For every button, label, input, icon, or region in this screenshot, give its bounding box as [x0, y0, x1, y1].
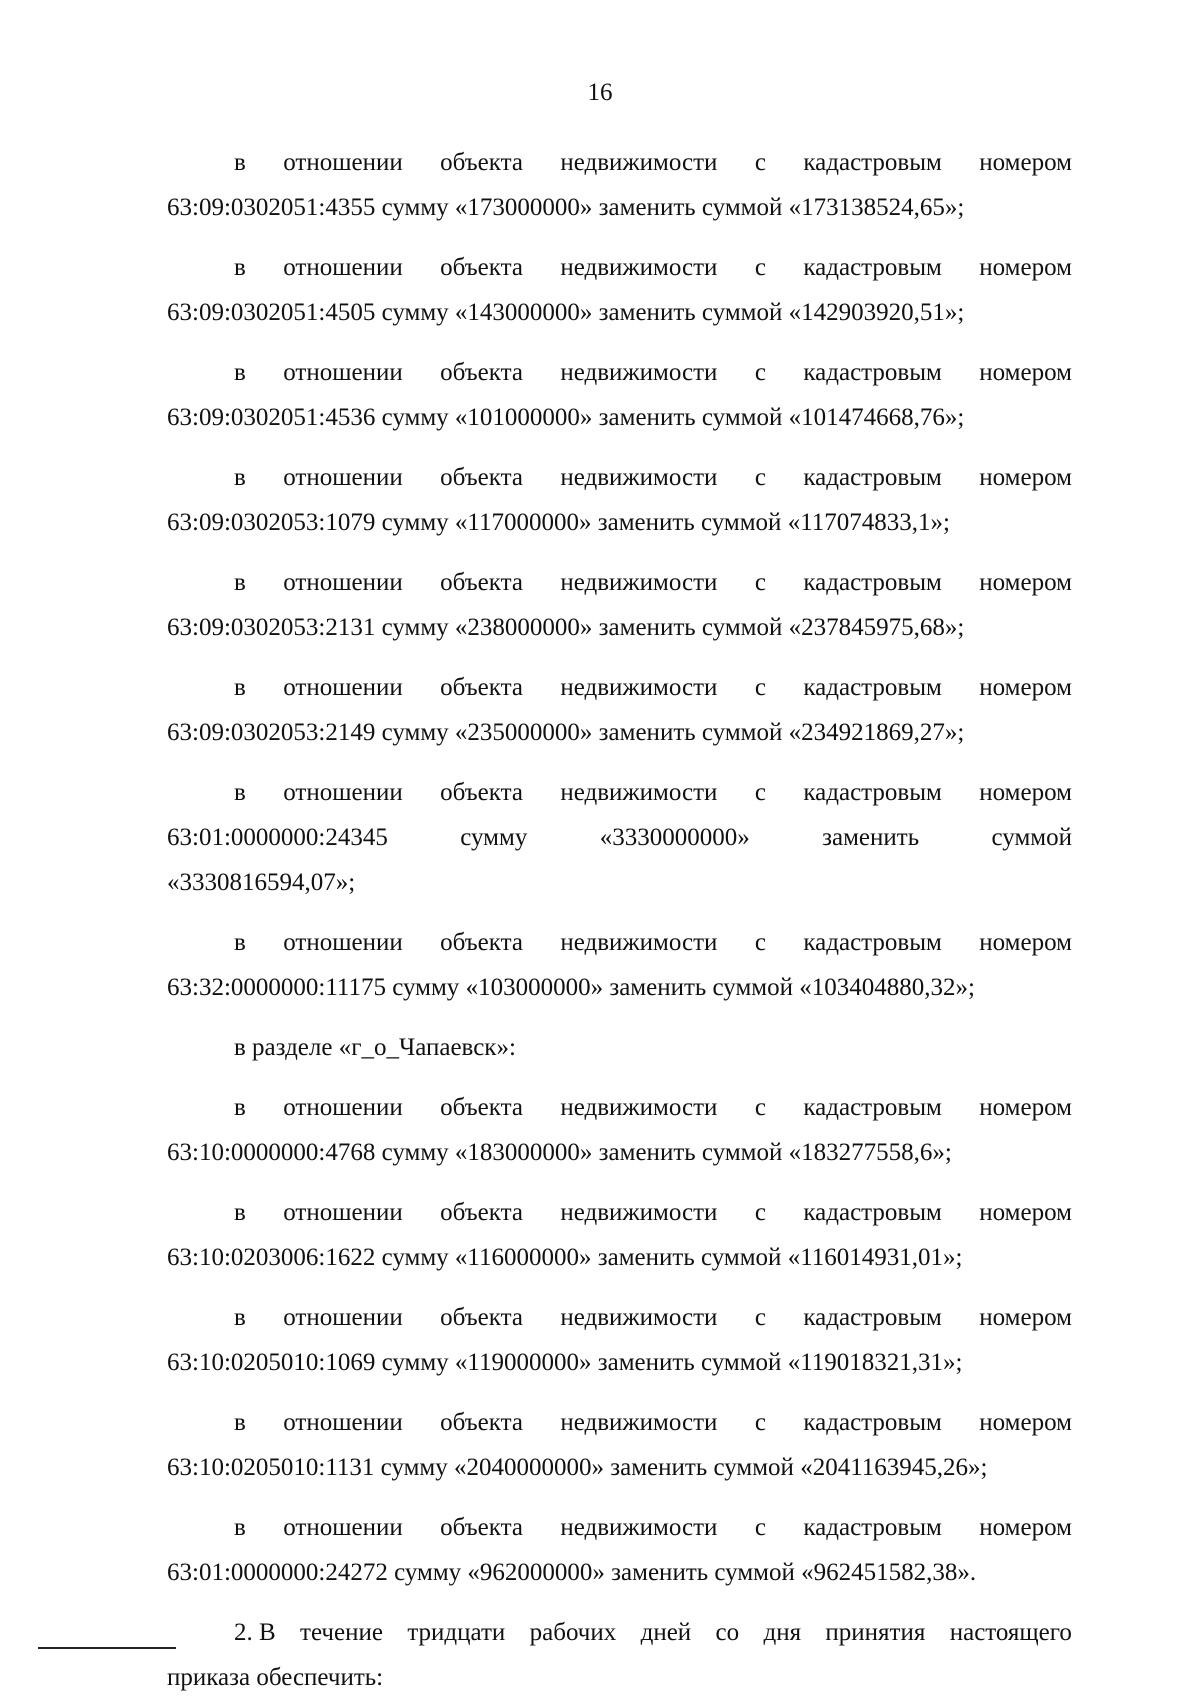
entry-lead-line [167, 770, 1072, 815]
entry-word: отношении [283, 359, 403, 386]
entry-word: отношении [283, 1409, 403, 1436]
paragraph-word: настоящего [949, 1619, 1072, 1646]
old-amount: «119000000» [454, 1349, 592, 1376]
entry-amount-line: 63:10:0205010:1131 сумму «2040000000» заменить суммой «2041163945,26»; [167, 1454, 988, 1481]
entry-lead-line [167, 1190, 1072, 1235]
entry-word: с [754, 779, 766, 806]
entry-word: объекта [440, 569, 523, 596]
entry-word: объекта [440, 149, 523, 176]
entry-word: в [234, 929, 246, 956]
new-amount: «117074833,1»; [787, 509, 950, 536]
new-amount: «183277558,6»; [788, 1139, 952, 1166]
entry-word: отношении [283, 149, 403, 176]
new-amount: «2041163945,26»; [800, 1454, 988, 1481]
entry-word: недвижимости [560, 1199, 718, 1226]
entry-word: в [234, 359, 246, 386]
new-amount: «101474668,76»; [788, 404, 965, 431]
paragraph-word: дня [763, 1619, 802, 1646]
entry-word: с [754, 1094, 766, 1121]
entry-amount-line: 63:09:0302053:2149 сумму «235000000» заменить суммой «234921869,27»; [167, 719, 965, 746]
entry-word: недвижимости [560, 569, 718, 596]
entry-lead-line [167, 1085, 1072, 1130]
cadastral-number: 63:01:0000000:24345 [167, 824, 388, 851]
entry-word: сумму [460, 824, 528, 851]
entry-word: с [754, 1514, 766, 1541]
entry-word: в [234, 1514, 246, 1541]
section-heading: в разделе «г_о_Чапаевск»: [234, 1034, 516, 1061]
entry-word: кадастровым [803, 569, 942, 596]
entry-word: объекта [440, 254, 523, 281]
cadastral-number: 63:01:0000000:24272 [167, 1559, 388, 1586]
new-amount: «237845975,68»; [788, 614, 965, 641]
paragraph-word: со [715, 1619, 740, 1646]
entry-word: объекта [440, 929, 523, 956]
entry-word: отношении [283, 1094, 403, 1121]
entry-word: номером [979, 1514, 1072, 1541]
new-amount: «119018321,31»; [787, 1349, 963, 1376]
footer-rule [38, 1647, 176, 1649]
entry-amount-line: 63:09:0302053:1079 сумму «117000000» заменить суммой «117074833,1»; [167, 509, 950, 536]
entry-lead-line [167, 455, 1072, 500]
entry-word: номером [979, 1409, 1072, 1436]
entry-word: в [234, 569, 246, 596]
entry [167, 1295, 1072, 1385]
cadastral-number: 63:09:0302053:2149 [167, 719, 376, 746]
entry-word: недвижимости [560, 1409, 718, 1436]
old-amount: «117000000» [454, 509, 592, 536]
entry-lead-line [167, 140, 1072, 185]
entry-word: с [754, 359, 766, 386]
new-amount: «962451582,38». [801, 1559, 977, 1586]
entry-word: отношении [283, 1199, 403, 1226]
entry-lead-line [167, 350, 1072, 395]
entry-word: кадастровым [803, 779, 942, 806]
paragraph-word: тридцати [407, 1619, 506, 1646]
entry-word: объекта [440, 1199, 523, 1226]
new-amount: «234921869,27»; [788, 719, 965, 746]
entry [167, 1505, 1072, 1595]
entry-amount-line: 63:01:0000000:24272 сумму «962000000» заменить суммой «962451582,38». [167, 1559, 977, 1586]
entry-word: с [754, 569, 766, 596]
entry-word: в [234, 149, 246, 176]
entry-word: номером [979, 1199, 1072, 1226]
entry-word: в [234, 674, 246, 701]
paragraph-word: 2. В [234, 1619, 276, 1646]
entry-word: номером [979, 569, 1072, 596]
old-amount: «235000000» [454, 719, 593, 746]
entry-word: в [234, 779, 246, 806]
entry-lead-line [167, 665, 1072, 710]
cadastral-number: 63:09:0302053:2131 [167, 614, 376, 641]
entry-word: объекта [440, 464, 523, 491]
new-amount: «142903920,51»; [788, 299, 965, 326]
entry-word: с [754, 1409, 766, 1436]
old-amount: «173000000» [454, 194, 593, 221]
entry-word: объекта [440, 674, 523, 701]
paragraph-word: рабочих [529, 1619, 617, 1646]
entry-word: кадастровым [803, 1409, 942, 1436]
entry-word: отношении [283, 674, 403, 701]
entry-word: недвижимости [560, 929, 718, 956]
old-amount: «962000000» [467, 1559, 605, 1586]
entry-amount-line: 63:10:0205010:1069 сумму «119000000» заменить суммой «119018321,31»; [167, 1349, 963, 1376]
entry-word: недвижимости [560, 464, 718, 491]
entry-word: в [234, 1409, 246, 1436]
entry-word: отношении [283, 779, 403, 806]
entry-lead-line [167, 920, 1072, 965]
new-amount: «116014931,01»; [787, 1244, 963, 1271]
old-amount: «143000000» [454, 299, 593, 326]
new-amount: «173138524,65»; [788, 194, 965, 221]
entry-word: объекта [440, 1094, 523, 1121]
entry-lead-line [167, 560, 1072, 605]
entry-word: кадастровым [803, 674, 942, 701]
entry-word: отношении [283, 1514, 403, 1541]
entry-word: номером [979, 464, 1072, 491]
entry-amount-line: 63:09:0302051:4505 сумму «143000000» заменить суммой «142903920,51»; [167, 299, 965, 326]
entry [167, 560, 1072, 650]
cadastral-number: 63:10:0205010:1131 [167, 1454, 375, 1481]
cadastral-number: 63:10:0000000:4768 [167, 1139, 376, 1166]
cadastral-number: 63:09:0302051:4505 [167, 299, 376, 326]
entry-word: объекта [440, 359, 523, 386]
entry-word: объекта [440, 1514, 523, 1541]
entry-word: недвижимости [560, 1304, 718, 1331]
entry-word: с [754, 254, 766, 281]
paragraph-word: течение [300, 1619, 383, 1646]
entry-word: номером [979, 149, 1072, 176]
entry-word: с [754, 929, 766, 956]
old-amount: «3330000000» [599, 824, 750, 851]
entry-word: с [754, 1304, 766, 1331]
entry-word: кадастровым [803, 1199, 942, 1226]
entry-word: с [754, 464, 766, 491]
entry-word: кадастровым [803, 1514, 942, 1541]
entry-word: номером [979, 779, 1072, 806]
entry-word: с [754, 674, 766, 701]
entry [167, 455, 1072, 545]
entry-word: номером [979, 1304, 1072, 1331]
new-amount: «3330816594,07»; [167, 869, 356, 896]
cadastral-number: 63:09:0302053:1079 [167, 509, 376, 536]
entry-lead-line [167, 245, 1072, 290]
entry-word: в [234, 464, 246, 491]
old-amount: «101000000» [454, 404, 593, 431]
entry-word: кадастровым [803, 149, 942, 176]
old-amount: «2040000000» [454, 1454, 604, 1481]
entry-word: недвижимости [560, 1094, 718, 1121]
paragraph-2 [167, 1610, 1072, 1700]
paragraph-word: дней [640, 1619, 692, 1646]
entry-word: объекта [440, 1409, 523, 1436]
entry-word: объекта [440, 1304, 523, 1331]
entry-word: номером [979, 359, 1072, 386]
entry [167, 920, 1072, 1010]
entry-word: кадастровым [803, 359, 942, 386]
entry-word: с [754, 149, 766, 176]
entry-word: объекта [440, 779, 523, 806]
entry-amount-line: 63:09:0302051:4355 сумму «173000000» заменить суммой «173138524,65»; [167, 194, 965, 221]
entry-word: в [234, 1094, 246, 1121]
new-amount: «103404880,32»; [799, 974, 975, 1001]
entry-word: в [234, 1199, 246, 1226]
entry-word: кадастровым [803, 1094, 942, 1121]
entry-word: кадастровым [803, 254, 942, 281]
paragraph-word: принятия [825, 1619, 926, 1646]
old-amount: «238000000» [454, 614, 593, 641]
old-amount: «183000000» [454, 1139, 593, 1166]
entries-list [167, 920, 1072, 1010]
paragraph-2-line-2: приказа обеспечить: [167, 1664, 384, 1691]
entry [167, 245, 1072, 335]
entry-word: заменить [822, 824, 920, 851]
cadastral-number: 63:09:0302051:4355 [167, 194, 376, 221]
entry-word: в [234, 254, 246, 281]
entry-word: номером [979, 1094, 1072, 1121]
entry-word: в [234, 1304, 246, 1331]
entry-word: недвижимости [560, 779, 718, 806]
cadastral-number: 63:10:0205010:1069 [167, 1349, 376, 1376]
entry-wide-line [167, 815, 1072, 860]
entry [167, 1085, 1072, 1175]
entry [167, 665, 1072, 755]
entry-word: с [754, 1199, 766, 1226]
old-amount: «116000000» [454, 1244, 592, 1271]
entry-word: кадастровым [803, 464, 942, 491]
entry-amount-line: 63:09:0302053:2131 сумму «238000000» заменить суммой «237845975,68»; [167, 614, 965, 641]
entry-word: отношении [283, 254, 403, 281]
cadastral-number: 63:10:0203006:1622 [167, 1244, 376, 1271]
entry-word: номером [979, 254, 1072, 281]
entry [167, 1190, 1072, 1280]
entry-word: недвижимости [560, 1514, 718, 1541]
cadastral-number: 63:32:0000000:11175 [167, 974, 386, 1001]
entry-word: недвижимости [560, 674, 718, 701]
entry-word: отношении [283, 1304, 403, 1331]
page-number: 16 [587, 79, 613, 106]
paragraph-2-line-1 [167, 1610, 1072, 1655]
document-body [167, 140, 1072, 1700]
entry-amount-line: 63:32:0000000:11175 сумму «103000000» заменить суммой «103404880,32»; [167, 974, 975, 1001]
wide-entry [167, 770, 1072, 905]
entry-word: недвижимости [560, 359, 718, 386]
entry-word: кадастровым [803, 929, 942, 956]
entries-list [167, 140, 1072, 755]
entry-word: кадастровым [803, 1304, 942, 1331]
entries-list [167, 1085, 1072, 1595]
entry-lead-line [167, 1505, 1072, 1550]
entry [167, 140, 1072, 230]
entry-word: отношении [283, 929, 403, 956]
entry-word: номером [979, 929, 1072, 956]
entry-word: номером [979, 674, 1072, 701]
entry-amount-line: 63:09:0302051:4536 сумму «101000000» заменить суммой «101474668,76»; [167, 404, 965, 431]
entry [167, 1400, 1072, 1490]
entry-word: отношении [283, 569, 403, 596]
entry-lead-line [167, 1295, 1072, 1340]
entry-lead-line [167, 1400, 1072, 1445]
entry-amount-line: 63:10:0203006:1622 сумму «116000000» заменить суммой «116014931,01»; [167, 1244, 963, 1271]
entry-word: суммой [991, 824, 1072, 851]
old-amount: «103000000» [465, 974, 604, 1001]
cadastral-number: 63:09:0302051:4536 [167, 404, 376, 431]
entry-word: отношении [283, 464, 403, 491]
entry [167, 350, 1072, 440]
entry-word: недвижимости [560, 254, 718, 281]
entry-word: недвижимости [560, 149, 718, 176]
entry-amount-line: 63:10:0000000:4768 сумму «183000000» заменить суммой «183277558,6»; [167, 1139, 952, 1166]
